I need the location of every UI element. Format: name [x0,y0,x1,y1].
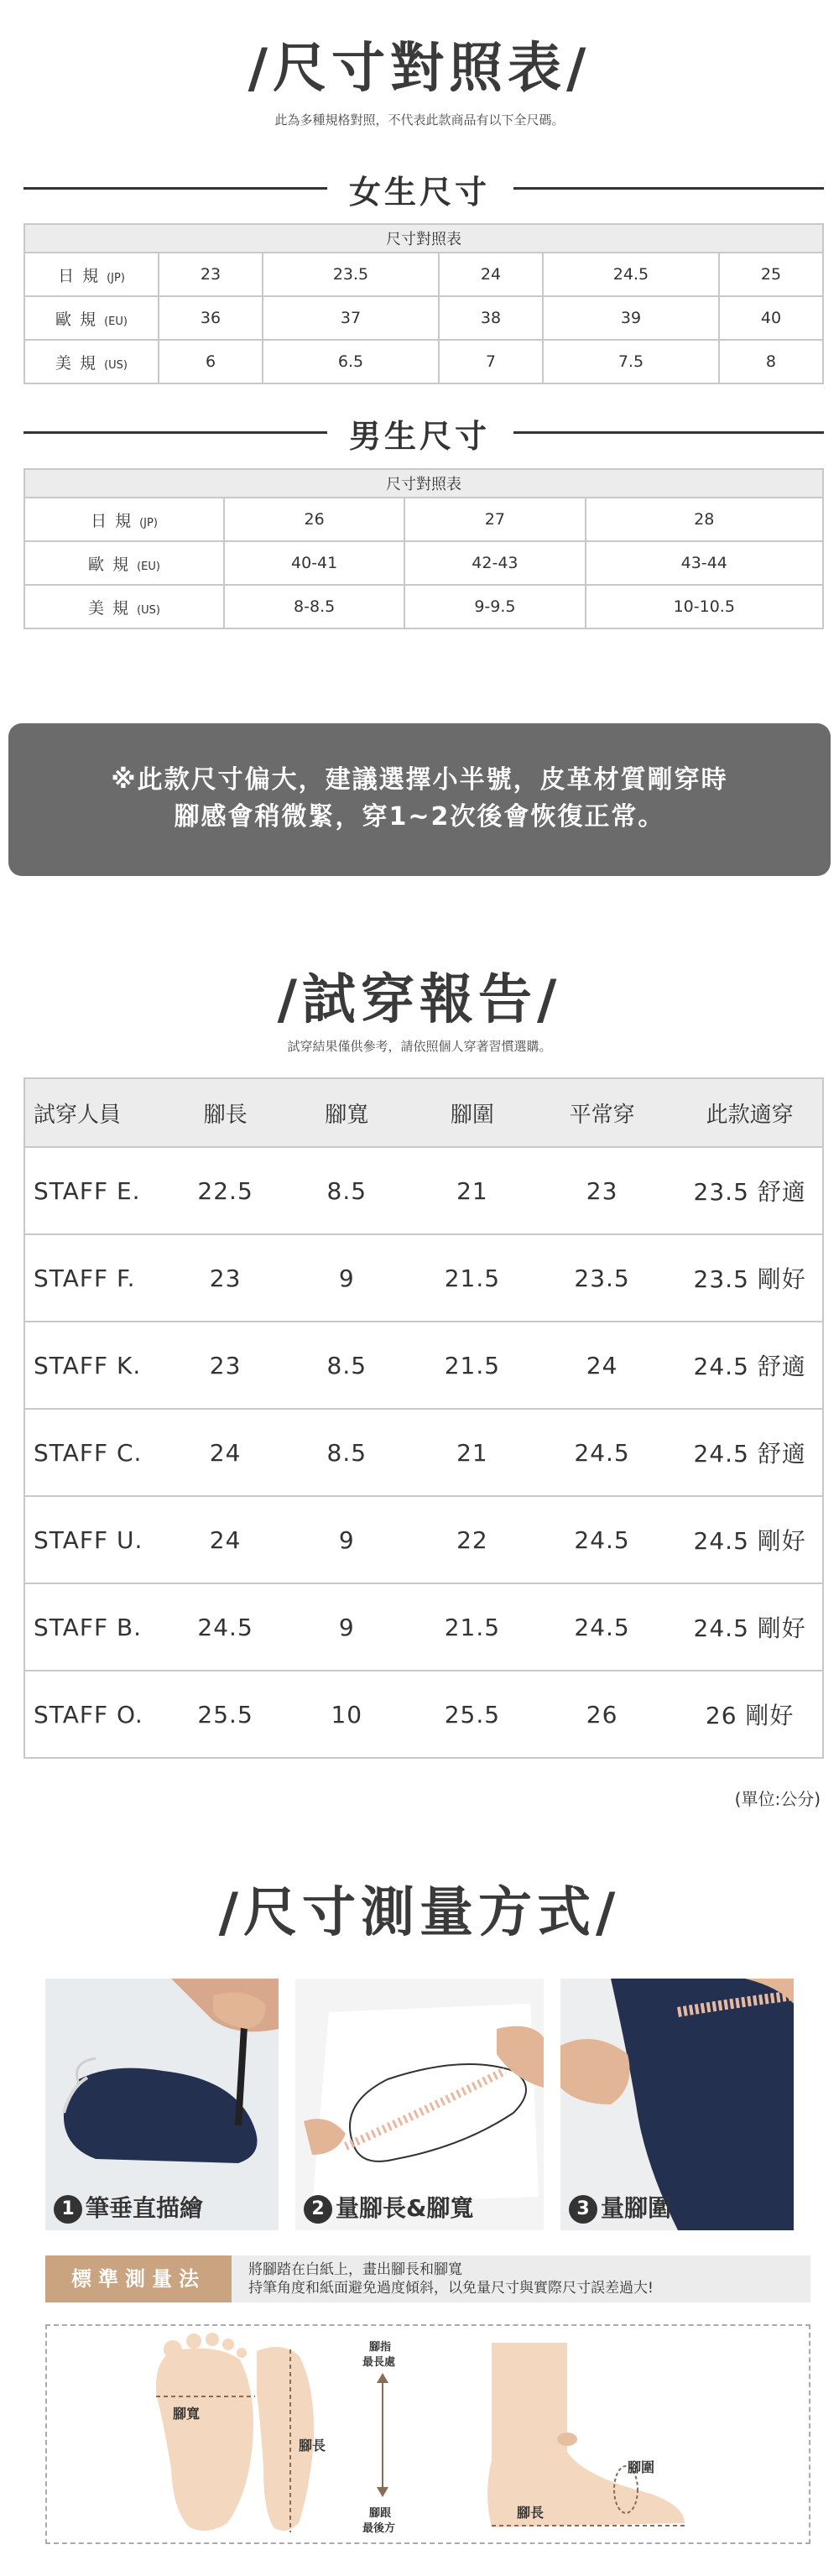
table-row: STAFF E. 22.5 8.5 21 23 23.5 舒適 [24,1147,823,1234]
table-row: STAFF K. 23 8.5 21.5 24 24.5 舒適 [24,1322,823,1409]
table-row: STAFF O. 25.5 10 25.5 26 26 剛好 [24,1671,823,1758]
side-length-label: 腳長 [517,2505,545,2521]
table-caption: 尺寸對照表 [24,469,823,498]
standard-method-description: 將腳踏在白紙上，畫出腳長和腳寬 持筆角度和紙面避免過度傾斜，以免量尺寸與實際尺寸誤差過大! [232,2255,810,2302]
heel-label-1: 腳跟 [369,2507,392,2520]
table-row: 歐 規 (EU) 40-41 42-43 43-44 [24,541,823,585]
toe-label-2: 最長處 [362,2356,396,2369]
table-row: 歐 規 (EU) 36 37 38 39 40 [24,296,823,340]
table-row: STAFF C. 24 8.5 21 24.5 24.5 舒適 [24,1409,823,1496]
heel-label-2: 最後方 [362,2522,396,2535]
toe-label-1: 腳指 [369,2341,392,2354]
table-row: 美 規 (US) 8-8.5 9-9.5 10-10.5 [24,585,823,628]
table-row: STAFF B. 24.5 9 21.5 24.5 24.5 剛好 [24,1583,823,1671]
women-section-title: 女生尺寸 [348,173,490,211]
step-1-caption: 1 筆垂直描繪 [54,2190,203,2224]
table-row: 日 規 (JP) 26 27 28 [24,498,823,541]
step-3-caption: 3 量腳圍 [569,2190,671,2224]
trial-title: /試穿報告/ [277,968,562,1031]
trial-table [23,1077,824,1759]
measure-title: /尺寸測量方式/ [218,1881,621,1944]
notice-line-2: 腳感會稍微緊，穿1~2次後會恢復正常。 [174,802,665,832]
step-1-photo [45,1979,279,2230]
table-row: 美 規 (US) 6 6.5 7 7.5 8 [24,340,823,383]
notice-line-1: ※此款尺寸偏大，建議選擇小半號，皮革材質剛穿時 [111,765,728,795]
table-row: STAFF U. 24 9 22 24.5 24.5 剛好 [24,1496,823,1583]
table-row: 日 規 (JP) 23 23.5 24 24.5 25 [24,253,823,296]
step-3-photo [560,1979,794,2230]
standard-method-label: 標準測量法 [45,2255,232,2302]
foot-diagram-svg [47,2326,809,2542]
men-section-title: 男生尺寸 [348,417,490,455]
unit-note: (單位:公分) [734,1789,821,1809]
step-2-caption: 2 量腳長&腳寬 [304,2190,473,2224]
foot-width-label: 腳寬 [173,2406,201,2422]
men-size-table [23,468,824,629]
size-notice-banner [8,723,831,876]
trial-subtitle: 試穿結果僅供參考，請依照個人穿著習慣選購。 [287,1039,552,1054]
page-subtitle: 此為多種規格對照，不代表此款商品有以下全尺碼。 [274,112,565,128]
table-header-row: 試穿人員 腳長 腳寬 腳圍 平常穿 此款適穿 [24,1078,823,1147]
foot-measure-diagram [45,2324,810,2544]
table-row: STAFF F. 23 9 21.5 23.5 23.5 剛好 [24,1234,823,1322]
step-2-photo [295,1979,544,2230]
women-size-table [23,223,824,384]
table-caption: 尺寸對照表 [24,224,823,253]
page-title: /尺寸對照表/ [248,37,591,100]
girth-label: 腳圍 [628,2459,655,2475]
foot-length-label: 腳長 [299,2438,326,2453]
